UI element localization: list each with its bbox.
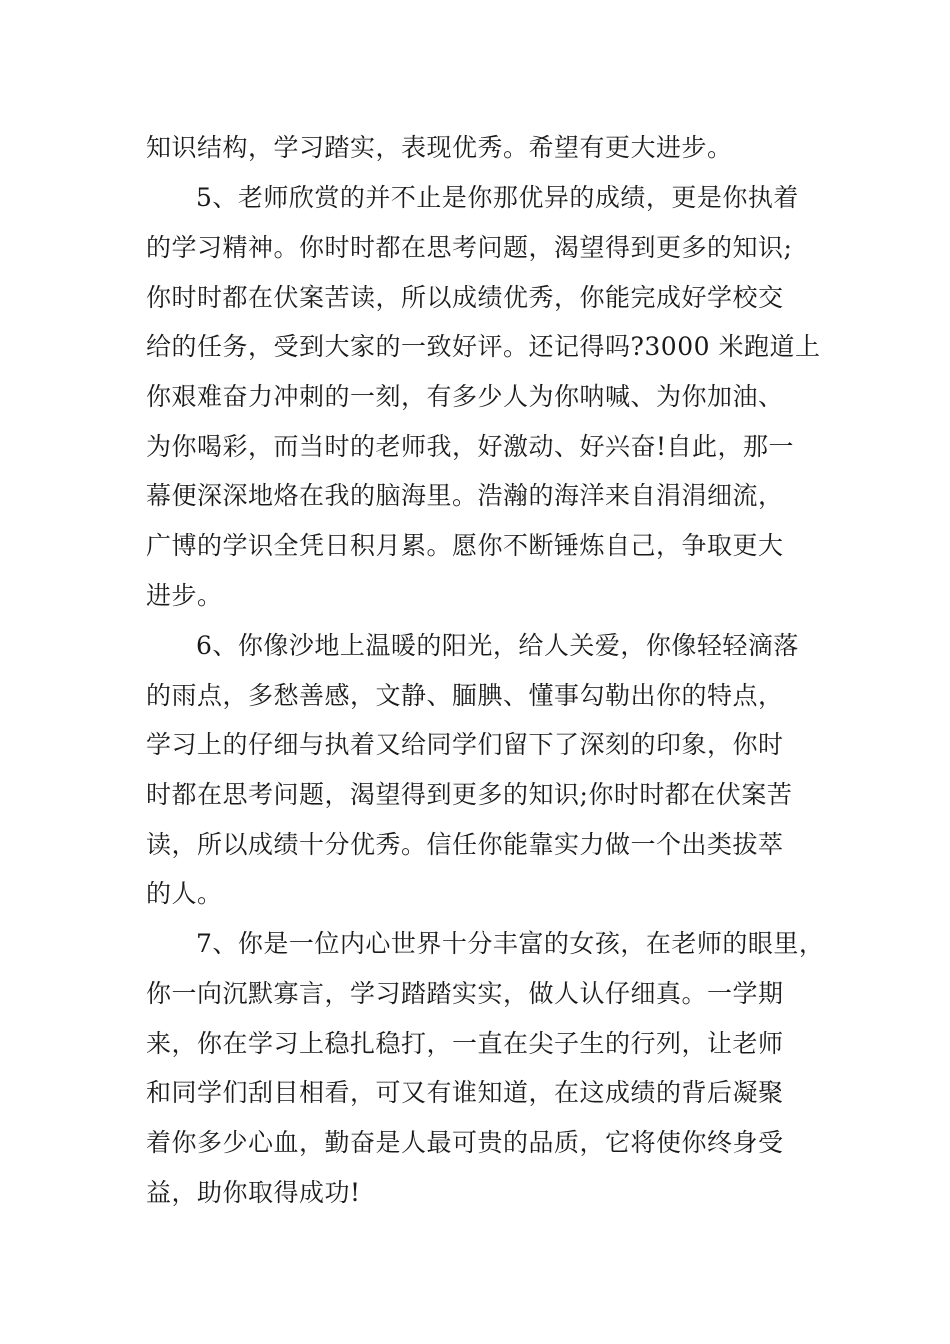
text-line: 幕便深深地烙在我的脑海里。浩瀚的海洋来自涓涓细流， <box>146 481 784 510</box>
paragraph-6-first-line: 6、你像沙地上温暖的阳光，给人关爱，你像轻轻滴落 <box>196 631 799 660</box>
text-line: 来，你在学习上稳扎稳打，一直在尖子生的行列，让老师 <box>146 1029 784 1058</box>
text-line: 给的任务，受到大家的一致好评。还记得吗?3000 米跑道上 <box>146 332 821 361</box>
paragraph-7-first-line: 7、你是一位内心世界十分丰富的女孩，在老师的眼里， <box>196 929 825 958</box>
text-line: 益，助你取得成功! <box>146 1178 361 1207</box>
text-line: 广博的学识全凭日积月累。愿你不断锤炼自己，争取更大 <box>146 531 784 560</box>
paragraph-5-first-line: 5、老师欣赏的并不止是你那优异的成绩，更是你执着 <box>196 183 799 212</box>
text-line: 学习上的仔细与执着又给同学们留下了深刻的印象，你时 <box>146 730 784 759</box>
text-line: 的人。 <box>146 879 223 908</box>
text-line: 你一向沉默寡言，学习踏踏实实，做人认仔细真。一学期 <box>146 979 784 1008</box>
text-line: 和同学们刮目相看，可又有谁知道，在这成绩的背后凝聚 <box>146 1078 784 1107</box>
text-line: 进步。 <box>146 581 223 610</box>
text-line: 你时时都在伏案苦读，所以成绩优秀，你能完成好学校交 <box>146 283 784 312</box>
text-line: 时都在思考问题，渴望得到更多的知识;你时时都在伏案苦 <box>146 780 793 809</box>
text-line: 的学习精神。你时时都在思考问题，渴望得到更多的知识; <box>146 233 793 262</box>
text-line: 为你喝彩，而当时的老师我，好激动、好兴奋!自此，那一 <box>146 432 795 461</box>
text-line: 的雨点，多愁善感，文静、腼腆、懂事勾勒出你的特点， <box>146 681 784 710</box>
text-line: 着你多少心血，勤奋是人最可贵的品质，它将使你终身受 <box>146 1128 784 1157</box>
text-line: 读，所以成绩十分优秀。信任你能靠实力做一个出类拔萃 <box>146 830 784 859</box>
text-line: 知识结构，学习踏实，表现优秀。希望有更大进步。 <box>146 133 733 162</box>
text-line: 你艰难奋力冲刺的一刻，有多少人为你呐喊、为你加油、 <box>146 382 784 411</box>
